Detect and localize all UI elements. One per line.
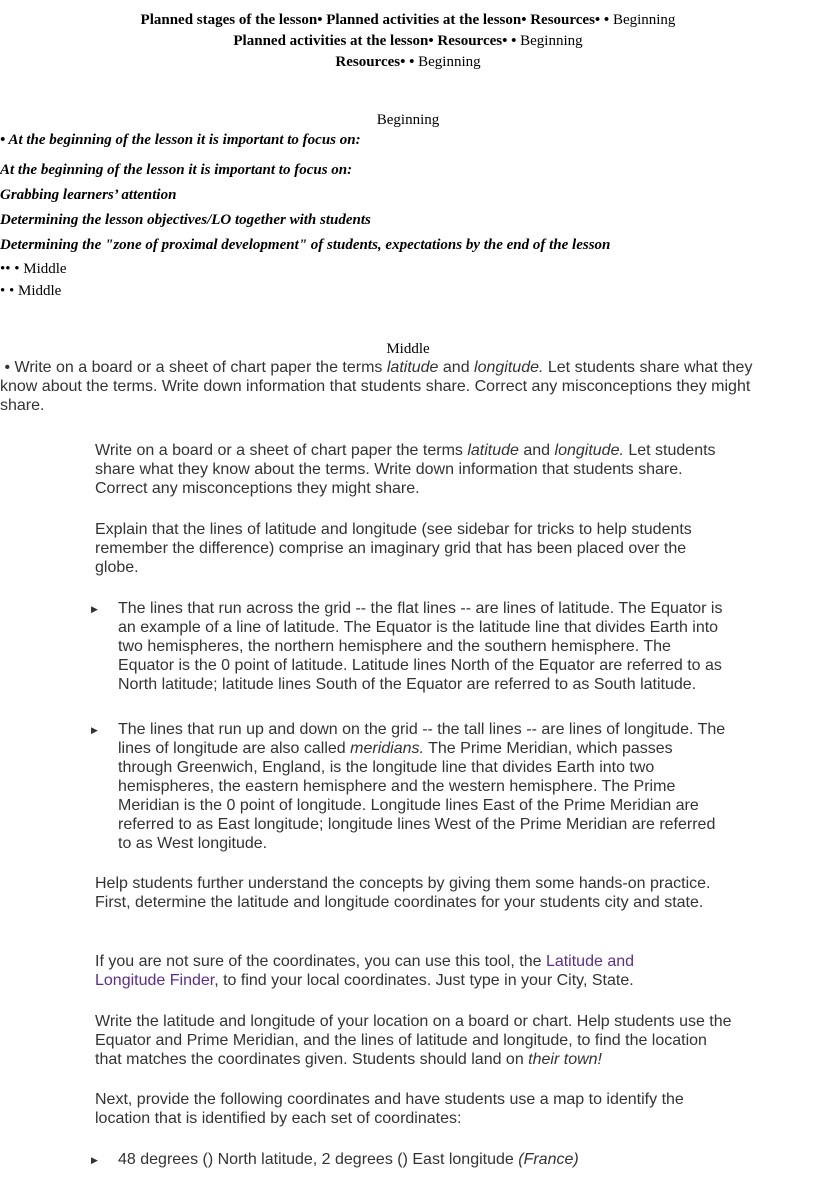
p1-and: and (518, 442, 555, 459)
coord1-country: (France) (518, 1151, 579, 1168)
coord1-text: 48 degrees () North latitude, 2 degrees () East longitude (118, 1151, 519, 1168)
beginning-focus: At the beginning of the lesson it is important to focus on: (0, 162, 353, 178)
middle-heading: Middle (386, 341, 430, 357)
p1-latitude: latitude (467, 442, 519, 459)
bullet-arrow-icon: ▶ (91, 725, 98, 735)
paragraph-6: Next, provide the following coordinates and have students use a map to identify the location that is identified by each set of coordinates: (95, 1091, 684, 1127)
bullet2-meridians: meridians. (350, 740, 424, 757)
middle-marker-2: • • Middle (0, 283, 62, 299)
paragraph-1 (95, 441, 725, 498)
coordinate-item-france (118, 1150, 738, 1169)
middle-marker-1: •• • Middle (0, 261, 67, 277)
header-line-1-rest: Beginning (609, 12, 676, 28)
p1-longitude: longitude. (554, 442, 624, 459)
p1-text-a: Write on a board or a sheet of chart paper the terms (95, 442, 468, 459)
intro-text-b: Let students share what they (543, 359, 753, 376)
p5-their-town: their town! (528, 1051, 602, 1068)
intro-and: and (438, 359, 475, 376)
paragraph-4 (95, 952, 705, 990)
p4-text-a: If you are not sure of the coordinates, you can use this tool, the (95, 953, 546, 970)
beginning-item-3: Determining the "zone of proximal development" of students, expectations by the end of the lesson (0, 237, 611, 253)
intro-text-a: Write on a board or a sheet of chart paper the terms (10, 359, 387, 376)
p5-text-a: Write the latitude and longitude of your location on a board or chart. Help students use the Equator and Prime Meridian, and the lines of latitude and longitude, to find the location that matches the coordinates given. Students should land on (95, 1013, 732, 1068)
intro-longitude: longitude. (474, 359, 544, 376)
paragraph-3: Help students further understand the concepts by giving them some hands-on practice. First, determine the latitude and longitude coordinates for your students city and state. (95, 875, 711, 911)
paragraph-5 (95, 1012, 735, 1069)
p1-text-b: Let students share what they know about the terms. Write down information that students share. Correct any misconceptions they might share. (95, 442, 716, 497)
middle-intro (0, 358, 800, 415)
bullet-latitude: The lines that run across the grid -- the flat lines -- are lines of latitude. The Equator is an example of a line of latitude. The Equator is the latitude line that divides Earth into two hemispheres, the northern hemisphere and the southern hemisphere. The Equator is the 0 point of latitude. Latitude lines North of the Equator are referred to as North latitude; latitude lines South of the Equator are referred to as South latitude. (118, 600, 723, 693)
latitude-longitude-finder-link[interactable]: Latitude and Longitude Finder (95, 953, 635, 989)
intro-line-3: share. (0, 397, 45, 414)
intro-latitude: latitude (386, 359, 439, 376)
header-line-3-rest: Beginning (414, 54, 481, 70)
header-line-1 (0, 10, 816, 30)
header-line-2-bold: Planned activities at the lesson• Resources• • (233, 33, 517, 49)
header-line-2 (0, 31, 816, 51)
intro-bullet: • (4, 359, 11, 376)
header-line-3-bold: Resources• • (335, 54, 415, 70)
beginning-heading: Beginning (376, 112, 440, 128)
header-line-2-rest: Beginning (516, 33, 583, 49)
header-line-3 (0, 52, 816, 72)
bullet-arrow-icon: ▶ (91, 1155, 98, 1165)
bullet2-text-b: The Prime Meridian, which passes through Greenwich, England, is the longitude line that divides Earth into two hemispheres, the eastern hemisphere and the western hemisphere. The Prime Meridian is the 0 point of longitude. Longitude lines East of the Prime Meridian are referred to as East longitude; longitude lines West of the Prime Meridian are referred to as West longitude. (118, 740, 716, 852)
bullet2-text-a: The lines that run up and down on the grid -- the tall lines -- are lines of longitude. The lines of longitude are also called (118, 721, 726, 757)
p4-text-b: , to find your local coordinates. Just type in your City, State. (214, 972, 634, 989)
paragraph-2: Explain that the lines of latitude and longitude (see sidebar for tricks to help students remember the difference) comprise an imaginary grid that has been placed over the globe. (95, 521, 692, 576)
beginning-item-1: Grabbing learners’ attention (0, 187, 177, 203)
intro-line-2: know about the terms. Write down information that students share. Correct any misconceptions they might (0, 378, 751, 395)
bullet-longitude (118, 720, 728, 853)
beginning-item-2: Determining the lesson objectives/LO together with students (0, 212, 371, 228)
header-line-1-bold: Planned stages of the lesson• Planned activities at the lesson• Resources• • (140, 12, 610, 28)
bullet-arrow-icon: ▶ (91, 604, 98, 614)
beginning-bullet-focus: • At the beginning of the lesson it is important to focus on: (0, 132, 361, 148)
